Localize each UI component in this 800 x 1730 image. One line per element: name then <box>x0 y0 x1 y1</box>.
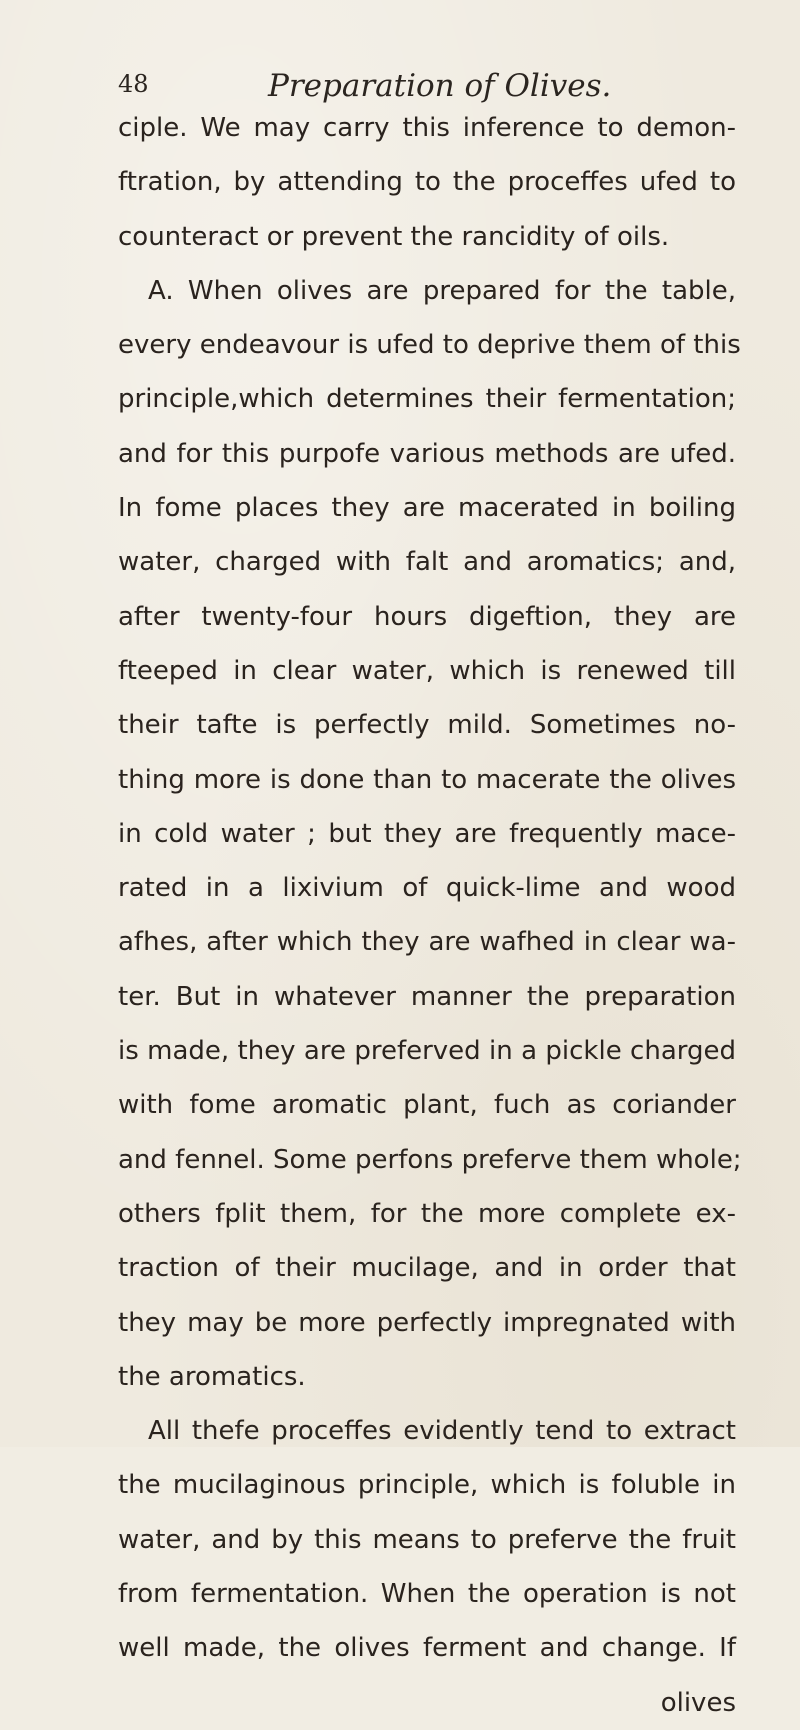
text-line: ftration, by attending to the proceffes ufed to <box>118 167 736 198</box>
text-line: ter. But in whatever manner the preparation <box>118 981 736 1012</box>
running-head: Preparation of Olives. <box>268 68 612 104</box>
text-line: fteeped in clear water, which is renewed till <box>118 655 736 686</box>
text-line: and fennel. Some perfons preferve them whole; <box>118 1144 742 1175</box>
text-line: thing more is done than to macerate the olives <box>118 764 736 795</box>
text-line: others fplit them, for the more complete ex- <box>118 1198 736 1229</box>
page-number: 48 <box>118 70 149 98</box>
text-line: A. When olives are prepared for the table, <box>148 275 736 306</box>
text-line: after twenty-four hours digeftion, they are <box>118 601 736 632</box>
text-line: afhes, after which they are wafhed in clear wa- <box>118 927 736 958</box>
text-line: traction of their mucilage, and in order that <box>118 1253 736 1284</box>
text-line: and for this purpofe various methods are ufed. <box>118 438 736 469</box>
catchword: olives <box>660 1687 736 1718</box>
text-line: All thefe proceffes evidently tend to extract <box>148 1416 736 1447</box>
text-line: their tafte is perfectly mild. Sometimes no- <box>118 710 736 741</box>
text-line: principle,which determines their fermentation; <box>118 384 736 415</box>
text-line: in cold water ; but they are frequently mace- <box>118 818 736 849</box>
text-line: rated in a lixivium of quick-lime and wood <box>118 873 736 904</box>
text-line: the mucilaginous principle, which is foluble in <box>118 1470 736 1501</box>
text-line: counteract or prevent the rancidity of oils. <box>118 221 670 252</box>
text-line: is made, they are preferved in a pickle charged <box>118 1036 736 1067</box>
text-line: from fermentation. When the operation is not <box>118 1579 736 1610</box>
text-line: water, and by this means to preferve the fruit <box>118 1524 736 1555</box>
text-line: ciple. We may carry this inference to demon- <box>118 113 736 143</box>
text-line: well made, the olives ferment and change. If <box>118 1633 736 1664</box>
text-line: water, charged with falt and aromatics; and, <box>118 547 736 578</box>
text-line: they may be more perfectly impregnated with <box>118 1307 736 1338</box>
text-line: the aromatics. <box>118 1361 306 1392</box>
text-line: with fome aromatic plant, fuch as coriander <box>118 1090 736 1121</box>
body-text <box>118 101 742 1730</box>
text-line: every endeavour is ufed to deprive them of this <box>118 330 741 361</box>
text-line: In fome places they are macerated in boiling <box>118 493 736 524</box>
